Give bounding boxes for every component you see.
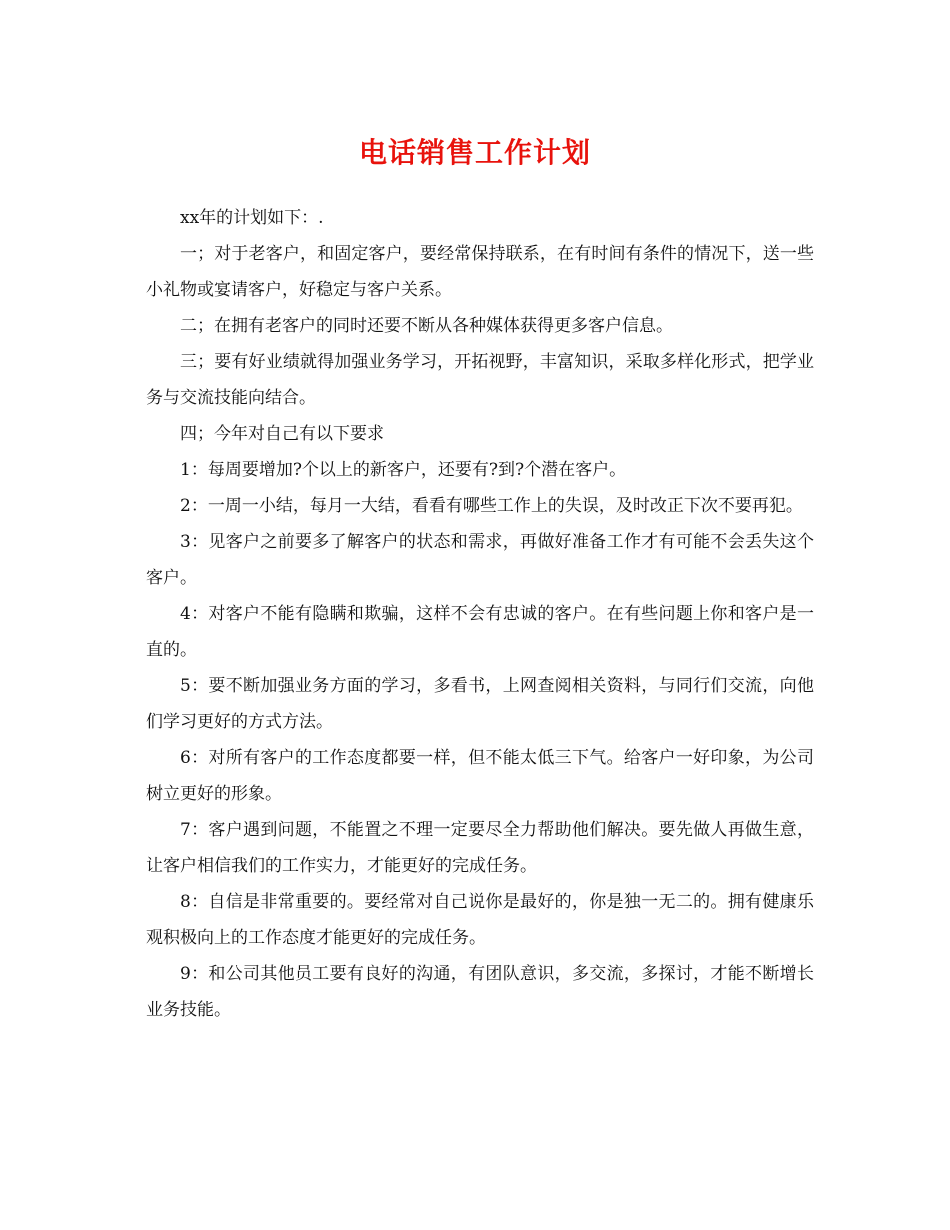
requirement-6: 6：对所有客户的工作态度都要一样，但不能太低三下气。给客户一好印象，为公司树立更好的形象。 (146, 748, 814, 804)
requirement-3: 3：见客户之前要多了解客户的状态和需求，再做好准备工作才有可能不会丢失这个客户。 (146, 532, 814, 588)
intro-paragraph: xx年的计划如下：. (180, 208, 324, 228)
requirement-5: 5：要不断加强业务方面的学习，多看书，上网查阅相关资料，与同行们交流，向他们学习更好的方式方法。 (146, 676, 814, 732)
document-body (146, 200, 814, 1028)
requirement-1: 1：每周要增加?个以上的新客户，还要有?到?个潜在客户。 (180, 460, 627, 480)
paragraph-item-three: 三；要有好业绩就得加强业务学习，开拓视野，丰富知识，采取多样化形式，把学业务与交流技能向结合。 (146, 352, 814, 408)
paragraph-item-two: 二；在拥有老客户的同时还要不断从各种媒体获得更多客户信息。 (180, 316, 673, 336)
requirement-9: 9：和公司其他员工要有良好的沟通，有团队意识，多交流，多探讨，才能不断增长业务技能。 (146, 964, 814, 1020)
paragraph-item-four: 四；今年对自己有以下要求 (180, 424, 384, 444)
document-title: 电话销售工作计划 (358, 136, 591, 169)
paragraph-item-one: 一；对于老客户，和固定客户，要经常保持联系，在有时间有条件的情况下，送一些小礼物或宴请客户，好稳定与客户关系。 (146, 244, 814, 300)
requirement-2: 2：一周一小结，每月一大结，看看有哪些工作上的失误，及时改正下次不要再犯。 (180, 496, 803, 516)
requirement-7: 7：客户遇到问题，不能置之不理一定要尽全力帮助他们解决。要先做人再做生意，让客户相信我们的工作实力，才能更好的完成任务。 (146, 820, 814, 876)
requirement-8: 8：自信是非常重要的。要经常对自己说你是最好的，你是独一无二的。拥有健康乐观积极向上的工作态度才能更好的完成任务。 (146, 892, 814, 948)
requirement-4: 4：对客户不能有隐瞒和欺骗，这样不会有忠诚的客户。在有些问题上你和客户是一直的。 (146, 604, 814, 660)
